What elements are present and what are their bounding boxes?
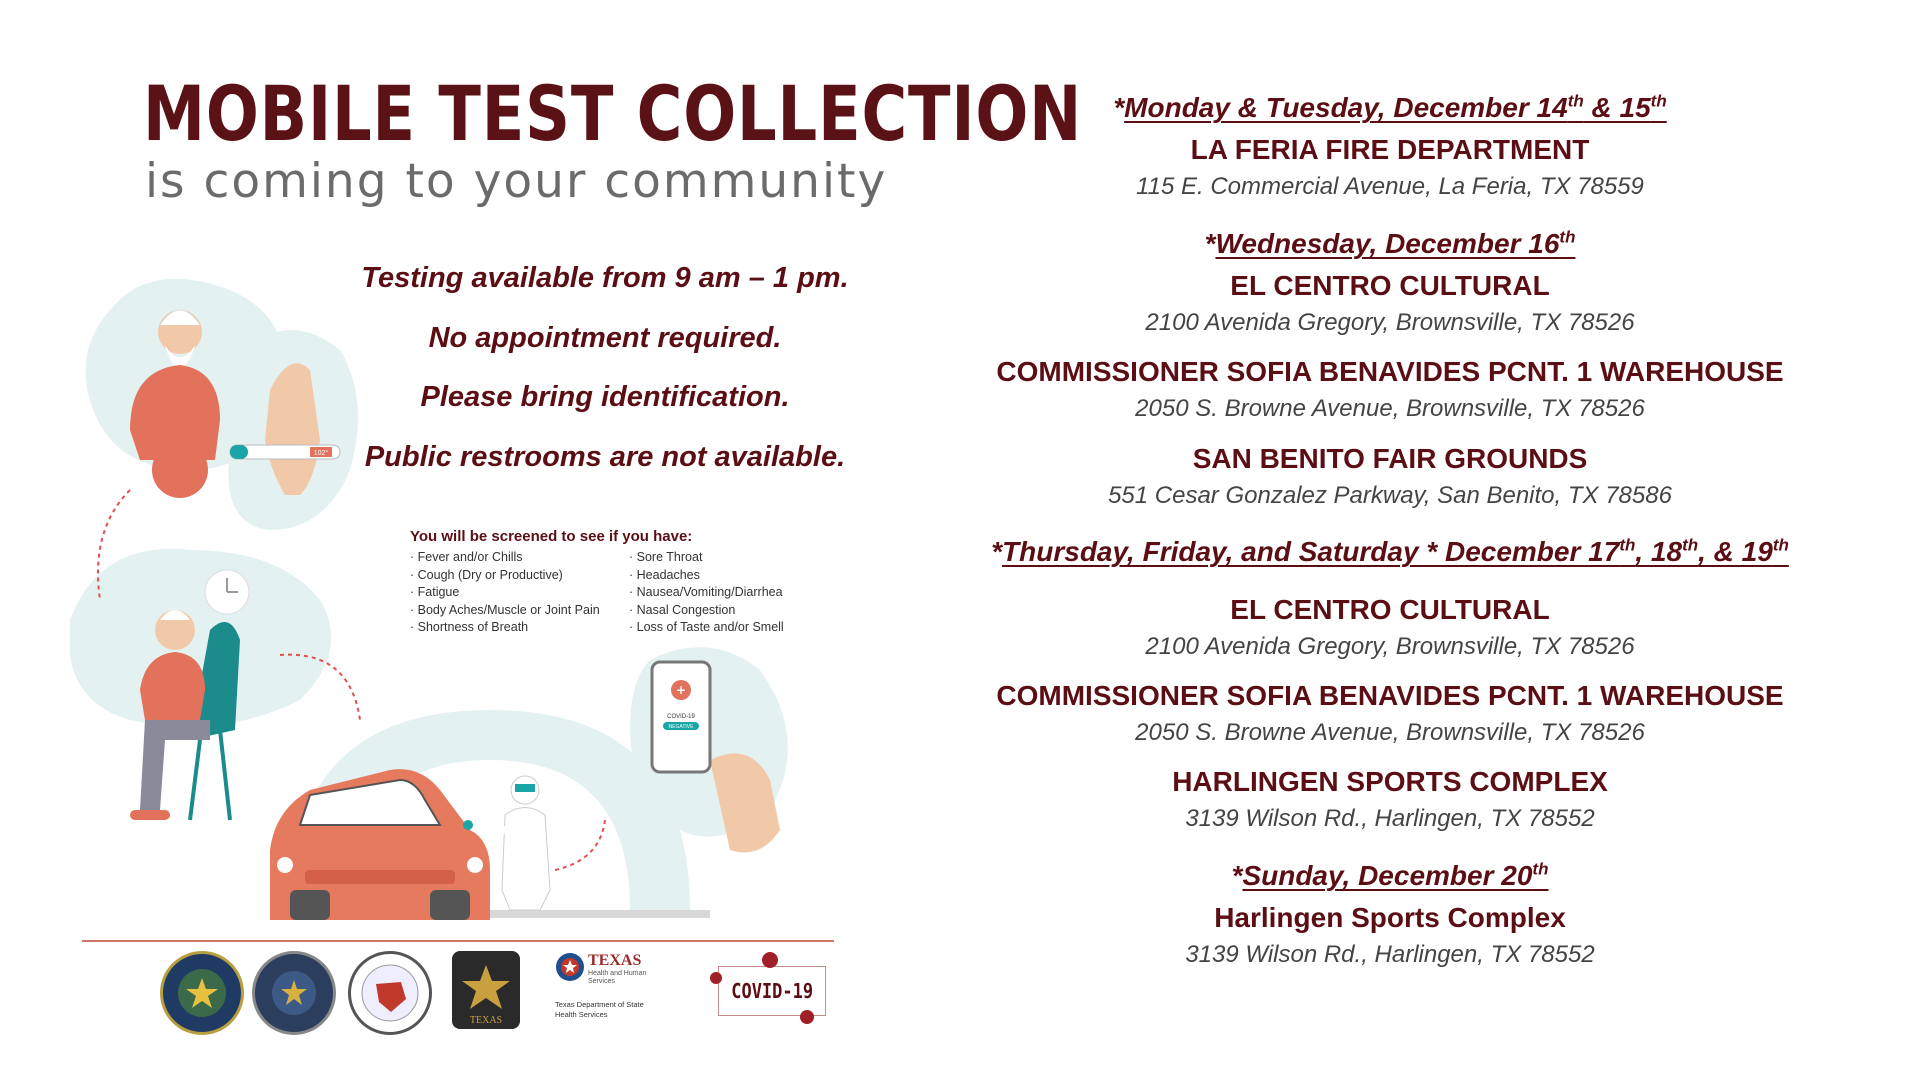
info-restrooms: Public restrooms are not available. [364,441,846,473]
hhs-label-line3: Services [588,978,615,985]
symptom-item: · Sore Throat [629,550,703,564]
symptom-item: · Headaches [629,567,700,582]
screening-list [410,528,830,637]
day-heading-wed: *Wednesday, December 16th [1204,227,1576,259]
venue-name: HARLINGEN SPORTS COMPLEX [1172,766,1608,797]
virus-icon [710,972,722,984]
symptom-item: · Fever and/or Chills [410,550,523,564]
symptom-item: · Fatigue [410,585,460,599]
seal-texas-text: TEXAS [469,1015,503,1026]
venue-address: 3139 Wilson Rd., Harlingen, TX 78552 [1185,805,1595,832]
covid-19-badge [718,966,826,1016]
symptom-item: · Cough (Dry or Productive) [410,567,563,582]
venue-address: 2050 S. Browne Avenue, Brownsville, TX 78526 [1135,395,1645,422]
dshs-label-line2: Health Services [555,1010,608,1019]
virus-icon [800,1010,814,1024]
symptom-item: · Shortness of Breath [410,620,529,634]
venue-address: 2100 Avenida Gregory, Brownsville, TX 78526 [1145,309,1635,336]
venue-name: EL CENTRO CULTURAL [1230,594,1550,625]
hhs-label-line2: Health and Human [588,970,647,977]
dshs-label-line1: Texas Department of State [555,1000,644,1009]
covid-19-label: COVID-19 [731,979,813,1003]
symptom-item: · Loss of Taste and/or Smell [629,620,784,634]
sheriff-badge-logo [452,951,520,1029]
venue-address: 551 Cesar Gonzalez Parkway, San Benito, TX 78586 [1108,482,1672,509]
venue-name: COMMISSIONER SOFIA BENAVIDES PCNT. 1 WAREHOUSE [996,356,1784,387]
svg-text:+: + [675,683,687,697]
hhs-texas-label: TEXAS [588,952,642,969]
screening-title: You will be screened to see if you have: [410,528,693,545]
thermometer-reading: 102° [313,450,329,457]
phone-card-title: COVID-19 [667,714,695,720]
military-department-seal-logo [252,951,336,1035]
info-no-appointment: No appointment required. [428,322,782,354]
venue-address: 2100 Avenida Gregory, Brownsville, TX 78526 [1145,633,1635,660]
venue-name: SAN BENITO FAIR GROUNDS [1192,443,1588,474]
phone-card-status: NEGATIVE [668,724,694,730]
poster-subtitle: is coming to your community [145,154,888,209]
day-heading-thu-sat: *Thursday, Friday, and Saturday * December 17th, 18th, & 19th [991,535,1789,567]
venue-address: 115 E. Commercial Avenue, La Feria, TX 78559 [1136,173,1644,200]
emergency-management-seal-logo [348,951,432,1035]
venue-name: LA FERIA FIRE DEPARTMENT [1190,134,1590,165]
day-heading-sun: *Sunday, December 20th [1231,859,1549,891]
info-bring-id: Please bring identification. [420,381,790,413]
symptom-item: · Body Aches/Muscle or Joint Pain [410,602,600,617]
venue-name: EL CENTRO CULTURAL [1230,270,1550,301]
venue-address: 2050 S. Browne Avenue, Brownsville, TX 78526 [1135,719,1645,746]
symptom-item: · Nausea/Vomiting/Diarrhea [629,585,783,599]
venue-name: Harlingen Sports Complex [1214,902,1566,933]
day-heading-mon-tue: *Monday & Tuesday, December 14th & 15th [1113,91,1667,123]
virus-icon [762,952,778,968]
divider [82,940,834,942]
venue-name: COMMISSIONER SOFIA BENAVIDES PCNT. 1 WAREHOUSE [996,680,1784,711]
info-testing-hours: Testing available from 9 am – 1 pm. [361,262,849,294]
venue-address: 3139 Wilson Rd., Harlingen, TX 78552 [1185,941,1595,968]
county-seal-logo [160,951,244,1035]
poster-title: MOBILE TEST COLLECTION [143,69,1083,158]
symptom-item: · Nasal Congestion [629,602,736,617]
